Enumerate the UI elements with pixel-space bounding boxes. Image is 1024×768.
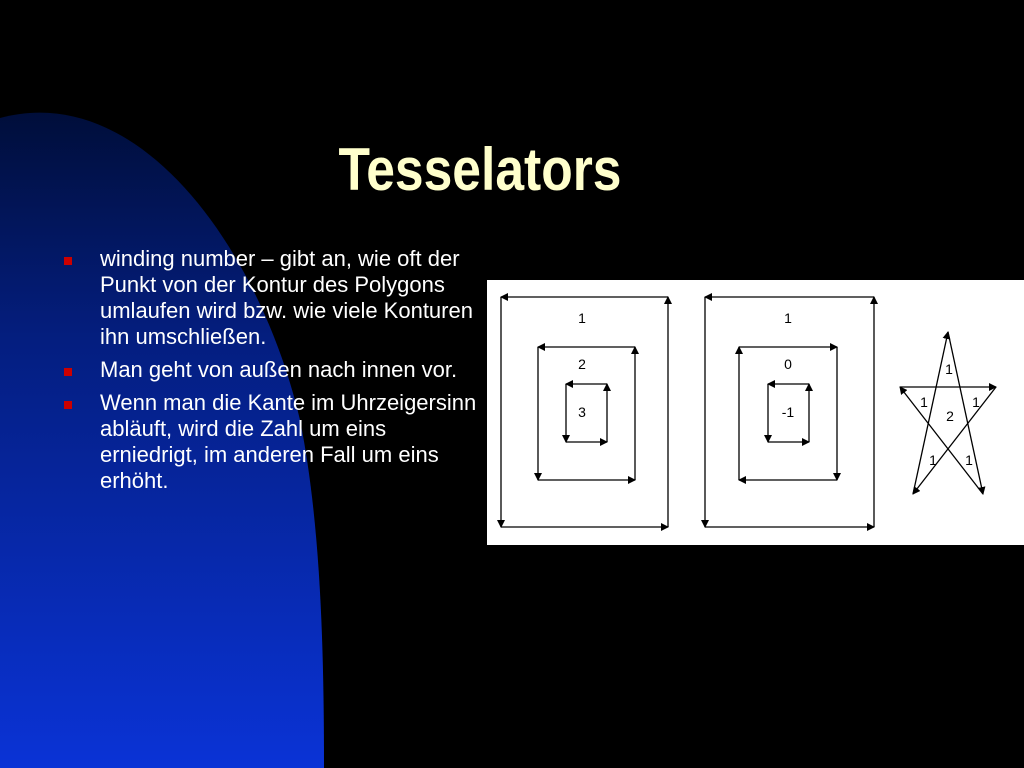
winding-number-label: -1 <box>781 404 795 420</box>
contour-middle-left <box>538 347 635 480</box>
winding-number-label: 0 <box>784 356 792 372</box>
square-bullet-icon <box>64 368 72 376</box>
bullet-item <box>62 357 482 383</box>
bullet-item <box>62 246 482 350</box>
square-bullet-icon <box>64 401 72 409</box>
slide-title: Tesselators <box>338 136 622 203</box>
bullet-text: Man geht von außen nach innen vor. <box>100 357 458 382</box>
winding-number-figure <box>487 280 1024 545</box>
winding-number-label: 1 <box>972 394 980 410</box>
contour-inner-left <box>566 384 607 442</box>
bullet-item <box>62 390 482 494</box>
winding-number-label: 1 <box>784 310 792 326</box>
winding-number-label: 1 <box>965 452 973 468</box>
bullet-list <box>62 246 482 501</box>
winding-number-label: 1 <box>578 310 586 326</box>
bullet-text: winding number – gibt an, wie oft der Punkt von der Kontur des Polygons umlaufen wird bzw. wie viele Konturen ihn umschließen. <box>100 246 473 349</box>
winding-number-label: 1 <box>929 452 937 468</box>
winding-number-label: 2 <box>578 356 586 372</box>
winding-number-label: 1 <box>920 394 928 410</box>
winding-number-label: 3 <box>578 404 586 420</box>
winding-number-label: 1 <box>945 361 953 377</box>
square-bullet-icon <box>64 257 72 265</box>
winding-number-label: 2 <box>946 408 954 424</box>
bullet-text: Wenn man die Kante im Uhrzeigersinn abläuft, wird die Zahl um eins erniedrigt, im anderen Fall um eins erhöht. <box>100 390 477 493</box>
